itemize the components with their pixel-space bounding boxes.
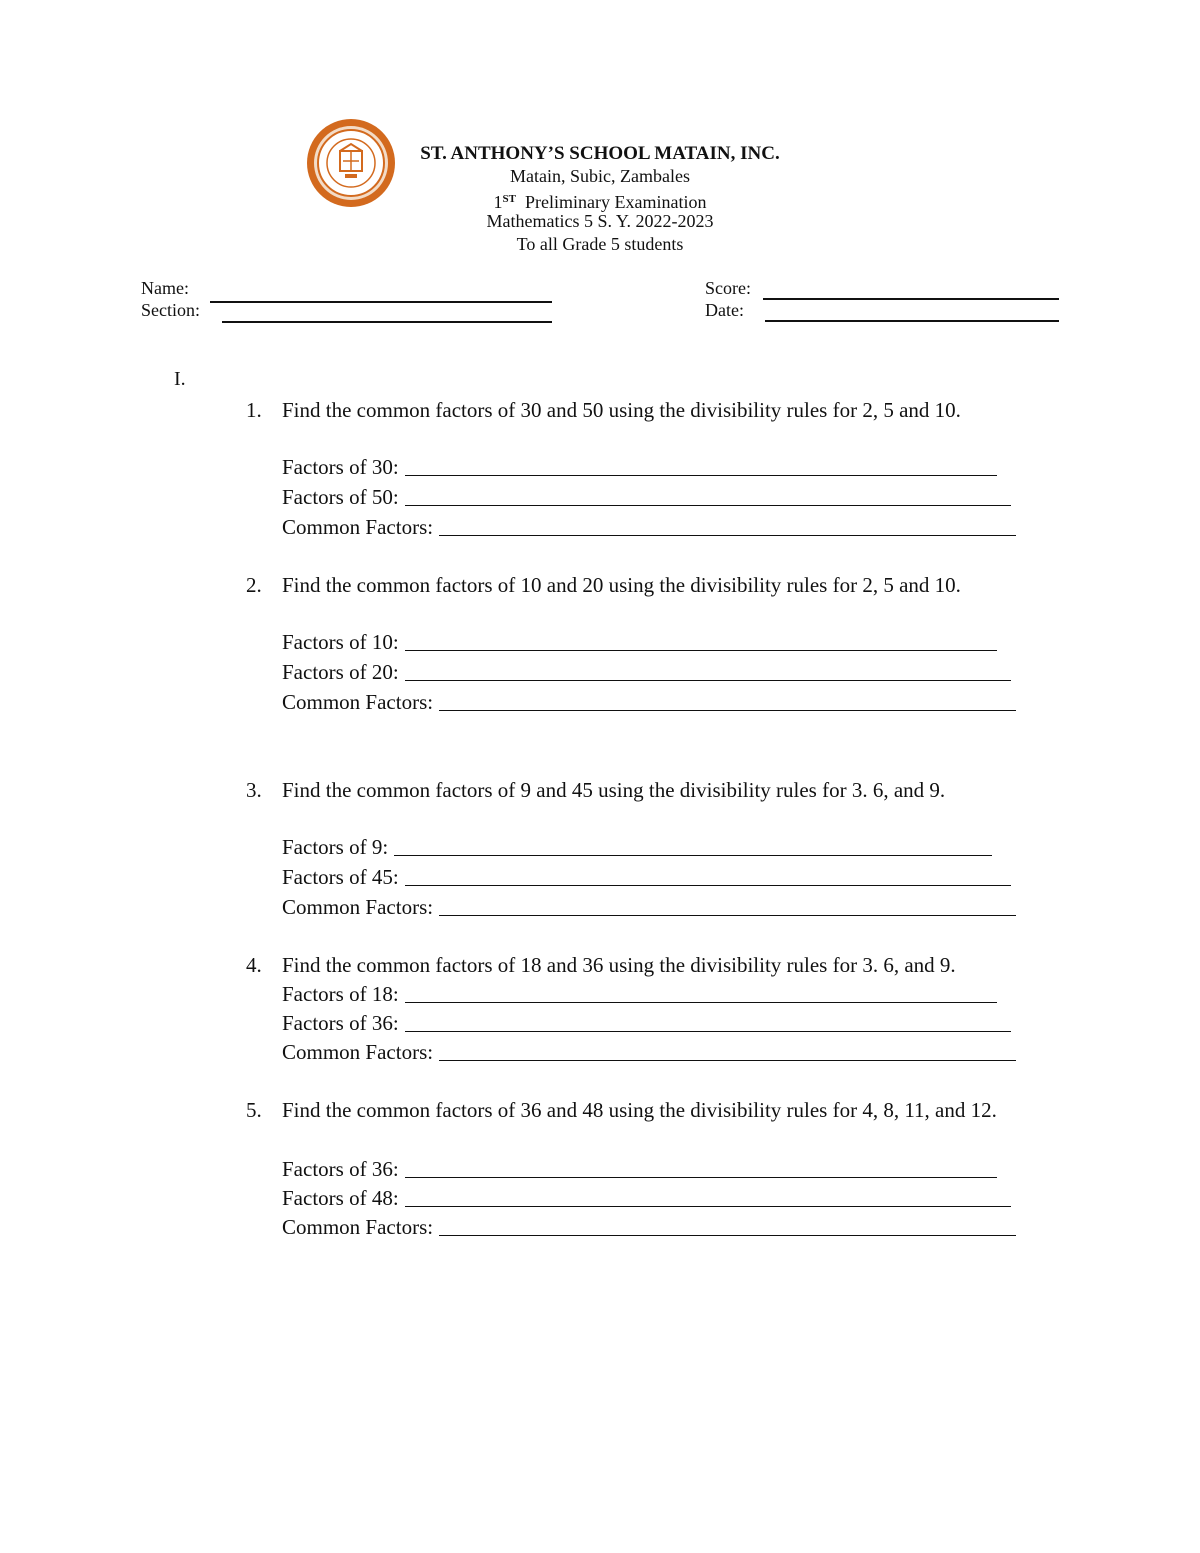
answer-label: Factors of 30: [282,455,399,479]
answer-row [282,628,997,657]
answer-row [282,688,1016,717]
answer-line[interactable] [439,1235,1016,1236]
question-text: Find the common factors of 36 and 48 using the divisibility rules for 4, 8, 11, and 12. [282,1098,997,1122]
school-name: ST. ANTHONY’S SCHOOL MATAIN, INC. [420,143,780,164]
answer-label: Factors of 20: [282,660,399,684]
answer-line[interactable] [405,1206,1011,1207]
question-number: 3. [246,778,262,802]
question-number: 2. [246,573,262,597]
answer-label: Common Factors: [282,515,434,539]
answer-line[interactable] [405,650,997,651]
name-label: Name: [141,278,189,298]
section-label: Section: [141,300,200,320]
exam-title-text: Preliminary Examination [525,192,707,212]
answer-row [282,1213,1016,1242]
answer-row [282,1038,1016,1067]
answer-label: Factors of 9: [282,835,389,859]
answer-row [282,513,1016,542]
answer-row [282,833,992,862]
answer-label: Common Factors: [282,1040,434,1064]
answer-label: Common Factors: [282,1215,434,1239]
score-field-line[interactable] [763,298,1059,300]
score-label: Score: [705,278,751,298]
date-field-line[interactable] [765,320,1059,322]
answer-row [282,1184,1011,1213]
answer-label: Common Factors: [282,895,434,919]
answer-line[interactable] [439,710,1016,711]
question-text: Find the common factors of 18 and 36 using the divisibility rules for 3. 6, and 9. [282,953,956,977]
answer-row [282,893,1016,922]
audience-line: To all Grade 5 students [516,234,684,254]
answer-line[interactable] [439,535,1016,536]
question-text: Find the common factors of 9 and 45 using the divisibility rules for 3. 6, and 9. [282,778,946,802]
answer-line[interactable] [405,505,1011,506]
question-number: 4. [246,953,262,977]
exam-number: 1 [493,192,503,212]
answer-line[interactable] [405,475,997,476]
question-number: 1. [246,398,262,422]
answer-label: Factors of 18: [282,982,399,1006]
answer-line[interactable] [439,915,1016,916]
answer-line[interactable] [394,855,992,856]
answer-row [282,483,1011,512]
answer-label: Factors of 10: [282,630,399,654]
answer-line[interactable] [405,1031,1011,1032]
answer-line[interactable] [405,1002,997,1003]
subject-line: Mathematics 5 S. Y. 2022-2023 [486,211,714,231]
question-number: 5. [246,1098,262,1122]
date-label: Date: [705,300,744,320]
answer-line[interactable] [405,885,1011,886]
answer-line[interactable] [439,1060,1016,1061]
answer-label: Factors of 36: [282,1157,399,1181]
answer-line[interactable] [405,1177,997,1178]
answer-label: Factors of 45: [282,865,399,889]
answer-row [282,453,997,482]
school-address: Matain, Subic, Zambales [510,166,690,186]
answer-label: Common Factors: [282,690,434,714]
exam-ordinal-suffix: ST [502,193,516,205]
question-text: Find the common factors of 10 and 20 using the divisibility rules for 2, 5 and 10. [282,573,961,597]
answer-row [282,658,1011,687]
section-roman-numeral: I. [174,368,186,390]
question-text: Find the common factors of 30 and 50 using the divisibility rules for 2, 5 and 10. [282,398,961,422]
answer-label: Factors of 48: [282,1186,399,1210]
answer-row [282,1009,1011,1038]
answer-row [282,863,1011,892]
answer-row [282,980,997,1009]
name-field-line[interactable] [210,301,552,303]
answer-label: Factors of 36: [282,1011,399,1035]
answer-line[interactable] [405,680,1011,681]
answer-row [282,1155,997,1184]
answer-label: Factors of 50: [282,485,399,509]
section-field-line[interactable] [222,321,552,323]
